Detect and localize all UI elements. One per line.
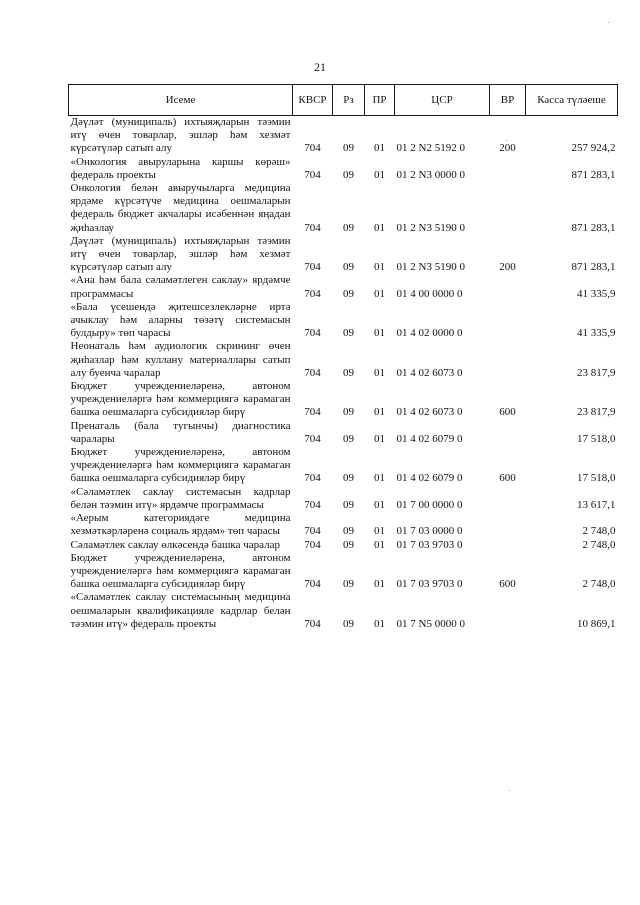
cell-kvsr: 704 — [304, 142, 321, 155]
cell-vr: 600 — [499, 578, 516, 591]
cell-kvsr: 704 — [304, 498, 321, 511]
table-row — [69, 420, 618, 446]
cell-name: «Онкология авыруларына каршы көрәш» федераль проекты — [70, 155, 291, 181]
cell-rz: 09 — [343, 617, 354, 630]
cell-name: «Сәламәтлек саклау системасын кадрлар белән тәэмин итү» ярдәмче программасы — [70, 485, 291, 511]
cell-pr: 01 — [374, 327, 385, 340]
cell-name: Сәламәтлек саклау өлкәсендә башка чаралар — [70, 538, 280, 551]
cell-kvsr: 704 — [304, 617, 321, 630]
cell-kvsr: 704 — [304, 287, 321, 300]
cell-vr — [490, 420, 526, 446]
cell-csr: 01 7 00 0000 0 — [396, 498, 463, 511]
table-row — [69, 380, 618, 420]
cell-vr — [490, 301, 526, 341]
cell-pr: 01 — [374, 617, 385, 630]
cell-kvsr: 704 — [304, 432, 321, 445]
cell-sum: 13 617,1 — [577, 498, 616, 511]
cell-pr: 01 — [374, 578, 385, 591]
cell-vr: 200 — [499, 261, 516, 274]
page-number: 21 — [314, 60, 326, 74]
cell-vr — [490, 486, 526, 512]
cell-kvsr: 704 — [304, 406, 321, 419]
table-row — [69, 552, 618, 592]
cell-name: Неонаталь һәм аудиологик скрининг өчен җиһазлар һәм куллану материаллары сатып алу буенча чаралар — [70, 340, 291, 379]
table-row — [69, 486, 618, 512]
cell-csr: 01 4 02 0000 0 — [396, 327, 463, 340]
header-vr: ВР — [490, 85, 526, 116]
cell-sum: 23 817,9 — [577, 406, 616, 419]
cell-sum: 41 335,9 — [577, 287, 616, 300]
cell-kvsr: 704 — [304, 472, 321, 485]
cell-sum: 2 748,0 — [582, 525, 616, 538]
cell-vr — [490, 512, 526, 538]
cell-sum: 871 283,1 — [571, 261, 616, 274]
table-row — [69, 235, 618, 275]
cell-csr: 01 7 N5 0000 0 — [396, 617, 465, 630]
cell-vr: 600 — [499, 406, 516, 419]
cell-kvsr: 704 — [304, 538, 321, 551]
cell-rz: 09 — [343, 327, 354, 340]
scan-speck — [506, 140, 507, 141]
cell-name: Онкология белән авыручыларга медицина ярдәме күрсәтүче медицина оешмаларын федераль бюджет акчалары исәбеннән яңадан җиһазлау — [70, 182, 291, 234]
cell-sum: 871 283,1 — [571, 221, 616, 234]
cell-name: Бюджет учреждениеләренә, автоном учреждениеләргә һәм коммерциягә карамаган башка оешмаларга субсидияләр бирү — [70, 380, 291, 419]
table-row — [69, 116, 618, 156]
table-row — [69, 274, 618, 300]
cell-name: Бюджет учреждениеләренә, автоном учреждениеләргә һәм коммерциягә карамаган башка оешмаларга субсидияләр бирү — [70, 551, 291, 591]
cell-vr: 200 — [499, 142, 516, 155]
cell-sum: 17 518,0 — [577, 432, 616, 445]
table-row — [69, 340, 618, 380]
cell-csr: 01 4 02 6073 0 — [396, 366, 463, 379]
table-row — [69, 182, 618, 235]
cell-csr: 01 2 N3 5190 0 — [396, 221, 465, 234]
cell-rz: 09 — [343, 168, 354, 181]
cell-rz: 09 — [343, 142, 354, 155]
cell-kvsr: 704 — [304, 578, 321, 591]
cell-csr: 01 4 02 6079 0 — [396, 472, 463, 485]
table-row — [69, 512, 618, 538]
cell-sum: 2 748,0 — [582, 538, 616, 551]
cell-vr: 600 — [499, 472, 516, 485]
cell-vr — [490, 182, 526, 235]
cell-rz: 09 — [343, 261, 354, 274]
cell-sum: 871 283,1 — [571, 168, 616, 181]
cell-rz: 09 — [343, 432, 354, 445]
cell-sum: 23 817,9 — [577, 366, 616, 379]
header-name: Исеме — [69, 85, 293, 116]
cell-sum: 2 748,0 — [582, 578, 616, 591]
cell-pr: 01 — [374, 538, 385, 551]
cell-pr: 01 — [374, 525, 385, 538]
scan-speck — [608, 22, 609, 23]
table-row — [69, 591, 618, 631]
cell-csr: 01 4 00 0000 0 — [396, 287, 463, 300]
cell-name: «Ана һәм бала сәламәтлеген саклау» ярдәмче программасы — [70, 274, 291, 300]
cell-rz: 09 — [343, 578, 354, 591]
cell-sum: 41 335,9 — [577, 327, 616, 340]
cell-rz: 09 — [343, 221, 354, 234]
cell-kvsr: 704 — [304, 221, 321, 234]
cell-rz: 09 — [343, 287, 354, 300]
cell-vr — [490, 274, 526, 300]
header-rz: Рз — [333, 85, 365, 116]
header-pr: ПР — [365, 85, 395, 116]
cell-pr: 01 — [374, 406, 385, 419]
scan-speck — [509, 790, 510, 791]
cell-vr — [490, 591, 526, 631]
cell-csr: 01 7 03 0000 0 — [396, 525, 463, 538]
cell-pr: 01 — [374, 142, 385, 155]
table-row — [69, 301, 618, 341]
cell-vr — [490, 539, 526, 552]
cell-csr: 01 4 02 6079 0 — [396, 432, 463, 445]
cell-pr: 01 — [374, 432, 385, 445]
header-csr: ЦСР — [395, 85, 490, 116]
cell-pr: 01 — [374, 366, 385, 379]
table-row — [69, 539, 618, 552]
cell-name: Дәүләт (муниципаль) ихтыяҗларын тәэмин итү өчен товарлар, эшләр һәм хезмәт күрсәтүләр сатып алу — [70, 234, 291, 274]
cell-rz: 09 — [343, 366, 354, 379]
cell-vr — [490, 156, 526, 182]
header-sum: Касса түләеше — [526, 85, 618, 116]
cell-kvsr: 704 — [304, 525, 321, 538]
cell-name: «Сәламәтлек саклау системасының медицина оешмаларын квалификацияле кадрлар белән тәэмин итү» федераль проекты — [70, 591, 291, 630]
cell-csr: 01 2 N2 5192 0 — [396, 142, 465, 155]
cell-csr: 01 2 N3 5190 0 — [396, 261, 465, 274]
cell-rz: 09 — [343, 472, 354, 485]
cell-rz: 09 — [343, 525, 354, 538]
cell-pr: 01 — [374, 261, 385, 274]
header-kvsr: КВСР — [293, 85, 333, 116]
cell-kvsr: 704 — [304, 327, 321, 340]
table-row — [69, 156, 618, 182]
cell-kvsr: 704 — [304, 366, 321, 379]
cell-csr: 01 7 03 9703 0 — [396, 578, 463, 591]
cell-kvsr: 704 — [304, 168, 321, 181]
cell-rz: 09 — [343, 406, 354, 419]
cell-name: Дәүләт (муниципаль) ихтыяҗларын тәэмин итү өчен товарлар, эшләр һәм хезмәт күрсәтүләр сатып алу — [70, 116, 291, 155]
cell-name: «Бала үсешендә җитешсезлекләрне иртә ачыклау һәм аларны төзәтү системасын булдыру» төп чарасы — [70, 300, 291, 340]
cell-pr: 01 — [374, 287, 385, 300]
cell-kvsr: 704 — [304, 261, 321, 274]
cell-pr: 01 — [374, 472, 385, 485]
cell-rz: 09 — [343, 538, 354, 551]
cell-csr: 01 7 03 9703 0 — [396, 538, 463, 551]
cell-pr: 01 — [374, 221, 385, 234]
cell-pr: 01 — [374, 168, 385, 181]
table-row — [69, 446, 618, 486]
cell-rz: 09 — [343, 498, 354, 511]
cell-sum: 17 518,0 — [577, 472, 616, 485]
cell-name: Пренаталь (бала тугынчы) диагностика чаралары — [70, 419, 291, 445]
cell-vr — [490, 340, 526, 380]
cell-csr: 01 2 N3 0000 0 — [396, 168, 465, 181]
table-header-row — [69, 85, 618, 116]
budget-table — [68, 84, 618, 631]
cell-sum: 257 924,2 — [571, 142, 616, 155]
cell-pr: 01 — [374, 498, 385, 511]
cell-csr: 01 4 02 6073 0 — [396, 406, 463, 419]
cell-name: Бюджет учреждениеләренә, автоном учреждениеләргә һәм коммерциягә карамаган башка оешмаларга субсидияләр бирү — [70, 446, 291, 485]
cell-name: «Аерым категориядәге медицина хезмәткәрләренә социаль ярдәм» төп чарасы — [70, 512, 291, 538]
cell-sum: 10 869,1 — [577, 617, 616, 630]
